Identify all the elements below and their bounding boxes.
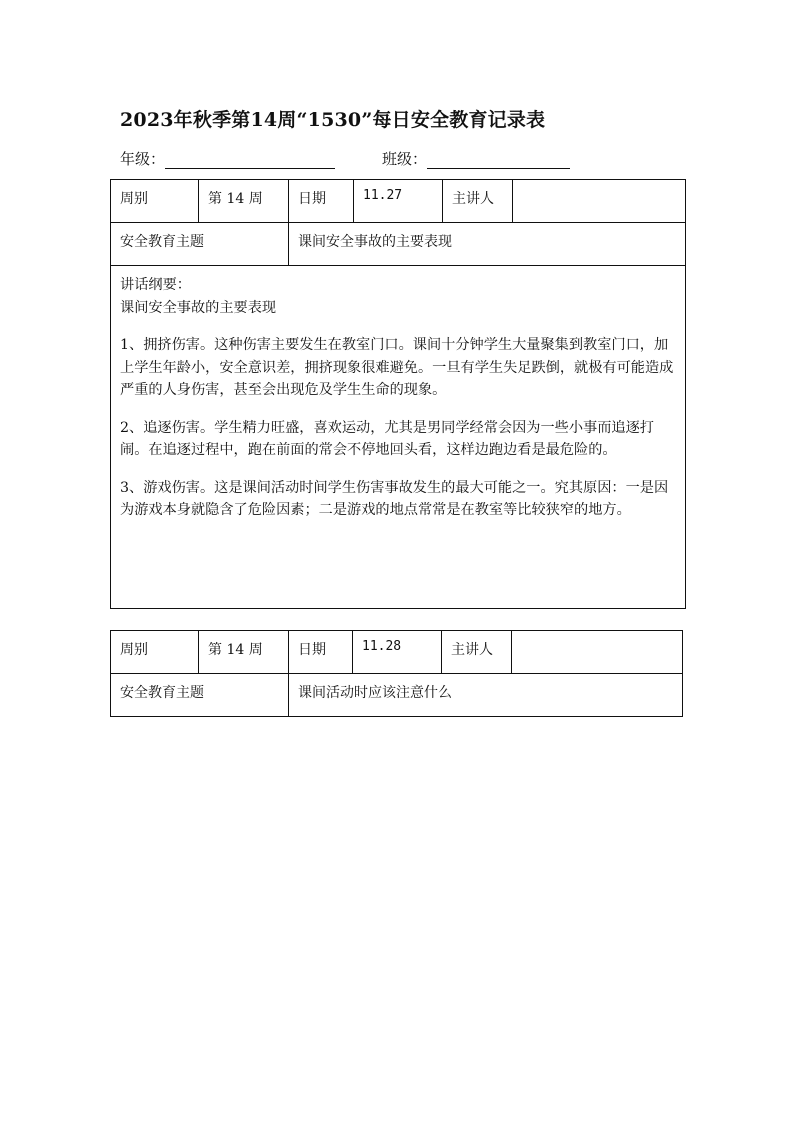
speaker-label: 主讲人 bbox=[443, 180, 513, 223]
grade-input-line[interactable] bbox=[165, 150, 335, 169]
topic-label: 安全教育主题 bbox=[111, 674, 289, 717]
record-table-2 bbox=[110, 630, 683, 717]
speaker-value[interactable] bbox=[512, 631, 683, 674]
speaker-label: 主讲人 bbox=[442, 631, 512, 674]
week-value: 第 14 周 bbox=[199, 631, 289, 674]
date-value: 11.27 bbox=[354, 180, 443, 223]
week-label: 周别 bbox=[111, 631, 199, 674]
topic-label: 安全教育主题 bbox=[111, 223, 289, 266]
grade-label: 年级： bbox=[120, 150, 166, 168]
date-value: 11.28 bbox=[353, 631, 442, 674]
class-input-line[interactable] bbox=[427, 150, 570, 169]
page-title: 2023年秋季第14周“1530”每日安全教育记录表 bbox=[120, 109, 546, 131]
outline-paragraph-1: 1、拥挤伤害。这种伤害主要发生在教室门口。课间十分钟学生大量聚集到教室门口，加上学生年龄小，安全意识差，拥挤现象很难避免。一旦有学生失足跌倒，就极有可能造成严重的人身伤害，甚至会出现危及学生生命的现象。 bbox=[120, 337, 674, 398]
outline-label: 讲话纲要： bbox=[120, 277, 191, 293]
date-label: 日期 bbox=[289, 180, 354, 223]
speaker-value[interactable] bbox=[513, 180, 686, 223]
outline-heading: 课间安全事故的主要表现 bbox=[120, 299, 277, 316]
topic-value: 课间安全事故的主要表现 bbox=[289, 223, 686, 266]
grade-field bbox=[120, 148, 335, 169]
week-value: 第 14 周 bbox=[199, 180, 289, 223]
class-label: 班级： bbox=[382, 150, 428, 168]
record-table-1 bbox=[110, 179, 686, 609]
outline-paragraph-2: 2、追逐伤害。学生精力旺盛，喜欢运动，尤其是男同学经常会因为一些小事而追逐打闹。在追逐过程中，跑在前面的常会不停地回头看，这样边跑边看是最危险的。 bbox=[120, 419, 654, 458]
date-label: 日期 bbox=[289, 631, 353, 674]
topic-value: 课间活动时应该注意什么 bbox=[289, 674, 683, 717]
outline-paragraph-3: 3、游戏伤害。这是课间活动时间学生伤害事故发生的最大可能之一。究其原因：一是因为游戏本身就隐含了危险因素；二是游戏的地点常常是在教室等比较狭窄的地方。 bbox=[120, 479, 669, 518]
week-label: 周别 bbox=[111, 180, 199, 223]
outline-cell bbox=[111, 266, 686, 609]
class-field bbox=[382, 148, 570, 169]
